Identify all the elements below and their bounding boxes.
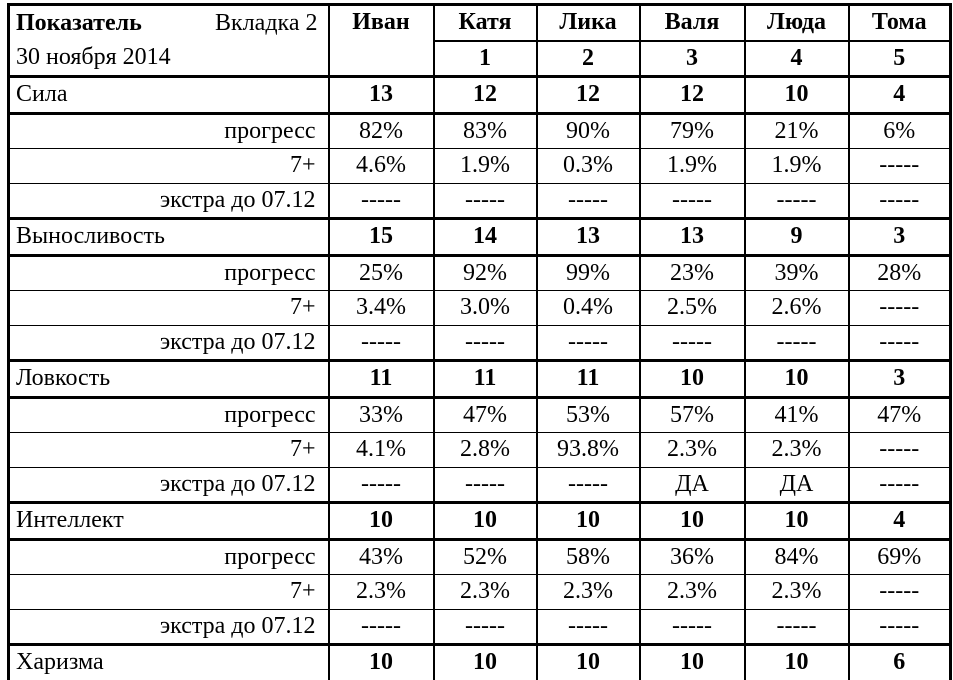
section-value: 10 — [329, 503, 434, 540]
section-value: 10 — [537, 645, 640, 680]
header-number: 3 — [640, 41, 745, 77]
seven-plus-value: ----- — [849, 291, 951, 326]
progress-row-label: прогресс — [9, 113, 329, 149]
progress-value: 99% — [537, 255, 640, 291]
seven-plus-row-label: 7+ — [9, 291, 329, 326]
extra-value: ----- — [745, 609, 849, 645]
progress-value: 47% — [434, 397, 537, 433]
seven-plus-value: ----- — [849, 149, 951, 184]
progress-value: 43% — [329, 539, 434, 575]
progress-row — [9, 539, 951, 575]
section-label: Интеллект — [9, 503, 329, 540]
section-label: Сила — [9, 77, 329, 114]
seven-plus-row-label: 7+ — [9, 149, 329, 184]
section-value: 10 — [537, 503, 640, 540]
extra-value: ----- — [329, 467, 434, 503]
extra-value: ----- — [537, 183, 640, 219]
progress-value: 21% — [745, 113, 849, 149]
extra-value: ----- — [434, 183, 537, 219]
progress-value: 84% — [745, 539, 849, 575]
seven-plus-value: 3.4% — [329, 291, 434, 326]
section-value: 10 — [434, 503, 537, 540]
section-value: 10 — [640, 645, 745, 680]
section-label: Харизма — [9, 645, 329, 680]
section-value: 10 — [434, 645, 537, 680]
extra-value: ----- — [434, 325, 537, 361]
progress-value: 79% — [640, 113, 745, 149]
seven-plus-value: 2.3% — [640, 433, 745, 468]
header-title-cell — [9, 5, 329, 41]
seven-plus-value: 2.5% — [640, 291, 745, 326]
seven-plus-row-label: 7+ — [9, 575, 329, 610]
section-value: 10 — [640, 503, 745, 540]
stats-table — [7, 3, 952, 680]
progress-value: 28% — [849, 255, 951, 291]
extra-row — [9, 325, 951, 361]
progress-value: 69% — [849, 539, 951, 575]
seven-plus-value: 2.8% — [434, 433, 537, 468]
extra-value: ----- — [329, 183, 434, 219]
header-name: Тома — [849, 5, 951, 41]
seven-plus-value: 4.1% — [329, 433, 434, 468]
progress-value: 41% — [745, 397, 849, 433]
seven-plus-value: 1.9% — [434, 149, 537, 184]
extra-row-label: экстра до 07.12 — [9, 467, 329, 503]
stats-table-body — [9, 5, 951, 680]
progress-value: 25% — [329, 255, 434, 291]
progress-value: 82% — [329, 113, 434, 149]
section-value: 10 — [640, 361, 745, 398]
section-value: 9 — [745, 219, 849, 256]
extra-value: ----- — [537, 467, 640, 503]
progress-row — [9, 255, 951, 291]
header-name: Валя — [640, 5, 745, 41]
extra-value: ----- — [849, 609, 951, 645]
section-row — [9, 361, 951, 398]
progress-value: 36% — [640, 539, 745, 575]
header-tab: Вкладка 2 — [215, 9, 318, 36]
progress-value: 58% — [537, 539, 640, 575]
extra-value: ----- — [329, 325, 434, 361]
seven-plus-value: 93.8% — [537, 433, 640, 468]
seven-plus-value: 2.3% — [434, 575, 537, 610]
section-value: 13 — [640, 219, 745, 256]
section-value: 10 — [329, 645, 434, 680]
section-value: 6 — [849, 645, 951, 680]
header-row-numbers — [9, 41, 951, 77]
progress-value: 57% — [640, 397, 745, 433]
section-value: 3 — [849, 219, 951, 256]
header-row-names — [9, 5, 951, 41]
section-value: 12 — [640, 77, 745, 114]
extra-value: ----- — [329, 609, 434, 645]
progress-value: 39% — [745, 255, 849, 291]
seven-plus-value: 3.0% — [434, 291, 537, 326]
section-value: 12 — [434, 77, 537, 114]
seven-plus-row-label: 7+ — [9, 433, 329, 468]
section-value: 11 — [537, 361, 640, 398]
header-name: Катя — [434, 5, 537, 41]
progress-value: 23% — [640, 255, 745, 291]
progress-value: 33% — [329, 397, 434, 433]
progress-value: 6% — [849, 113, 951, 149]
progress-row-label: прогресс — [9, 255, 329, 291]
header-number: 2 — [537, 41, 640, 77]
section-row — [9, 645, 951, 680]
progress-row-label: прогресс — [9, 397, 329, 433]
progress-value: 47% — [849, 397, 951, 433]
extra-value: ----- — [434, 467, 537, 503]
extra-value: ----- — [640, 183, 745, 219]
seven-plus-value: 1.9% — [640, 149, 745, 184]
seven-plus-value: 2.6% — [745, 291, 849, 326]
section-value: 10 — [745, 77, 849, 114]
extra-value: ----- — [745, 325, 849, 361]
header-title: Показатель — [16, 9, 142, 36]
section-value: 13 — [537, 219, 640, 256]
seven-plus-row — [9, 575, 951, 610]
seven-plus-row — [9, 291, 951, 326]
seven-plus-value: 2.3% — [640, 575, 745, 610]
seven-plus-value: 2.3% — [537, 575, 640, 610]
header-number: 1 — [434, 41, 537, 77]
extra-row — [9, 609, 951, 645]
progress-value: 90% — [537, 113, 640, 149]
section-value: 15 — [329, 219, 434, 256]
extra-value: ----- — [640, 325, 745, 361]
progress-value: 83% — [434, 113, 537, 149]
section-value: 10 — [745, 645, 849, 680]
section-value: 12 — [537, 77, 640, 114]
progress-row — [9, 113, 951, 149]
progress-value: 53% — [537, 397, 640, 433]
extra-value: ДА — [640, 467, 745, 503]
progress-row-label: прогресс — [9, 539, 329, 575]
extra-value: ----- — [537, 609, 640, 645]
seven-plus-value: ----- — [849, 433, 951, 468]
seven-plus-row — [9, 149, 951, 184]
extra-value: ----- — [745, 183, 849, 219]
seven-plus-value: 4.6% — [329, 149, 434, 184]
progress-value: 92% — [434, 255, 537, 291]
header-number: 5 — [849, 41, 951, 77]
section-value: 10 — [745, 361, 849, 398]
seven-plus-value: 2.3% — [329, 575, 434, 610]
section-value: 14 — [434, 219, 537, 256]
section-value: 4 — [849, 503, 951, 540]
section-label: Ловкость — [9, 361, 329, 398]
section-label: Выносливость — [9, 219, 329, 256]
header-name: Лика — [537, 5, 640, 41]
extra-value: ----- — [849, 467, 951, 503]
seven-plus-value: 1.9% — [745, 149, 849, 184]
extra-value: ----- — [434, 609, 537, 645]
progress-value: 52% — [434, 539, 537, 575]
header-name: Люда — [745, 5, 849, 41]
extra-row-label: экстра до 07.12 — [9, 183, 329, 219]
progress-row — [9, 397, 951, 433]
extra-value: ДА — [745, 467, 849, 503]
extra-row-label: экстра до 07.12 — [9, 609, 329, 645]
seven-plus-value: 0.4% — [537, 291, 640, 326]
section-value: 4 — [849, 77, 951, 114]
extra-value: ----- — [849, 183, 951, 219]
section-value: 13 — [329, 77, 434, 114]
seven-plus-value: 0.3% — [537, 149, 640, 184]
seven-plus-value: 2.3% — [745, 433, 849, 468]
section-row — [9, 503, 951, 540]
seven-plus-row — [9, 433, 951, 468]
section-row — [9, 219, 951, 256]
seven-plus-value: ----- — [849, 575, 951, 610]
section-row — [9, 77, 951, 114]
section-value: 3 — [849, 361, 951, 398]
section-value: 11 — [329, 361, 434, 398]
extra-value: ----- — [640, 609, 745, 645]
section-value: 11 — [434, 361, 537, 398]
section-value: 10 — [745, 503, 849, 540]
extra-value: ----- — [849, 325, 951, 361]
extra-row — [9, 467, 951, 503]
header-date: 30 ноября 2014 — [16, 44, 171, 71]
header-name: Иван — [329, 5, 434, 77]
extra-row-label: экстра до 07.12 — [9, 325, 329, 361]
header-number: 4 — [745, 41, 849, 77]
extra-row — [9, 183, 951, 219]
seven-plus-value: 2.3% — [745, 575, 849, 610]
extra-value: ----- — [537, 325, 640, 361]
